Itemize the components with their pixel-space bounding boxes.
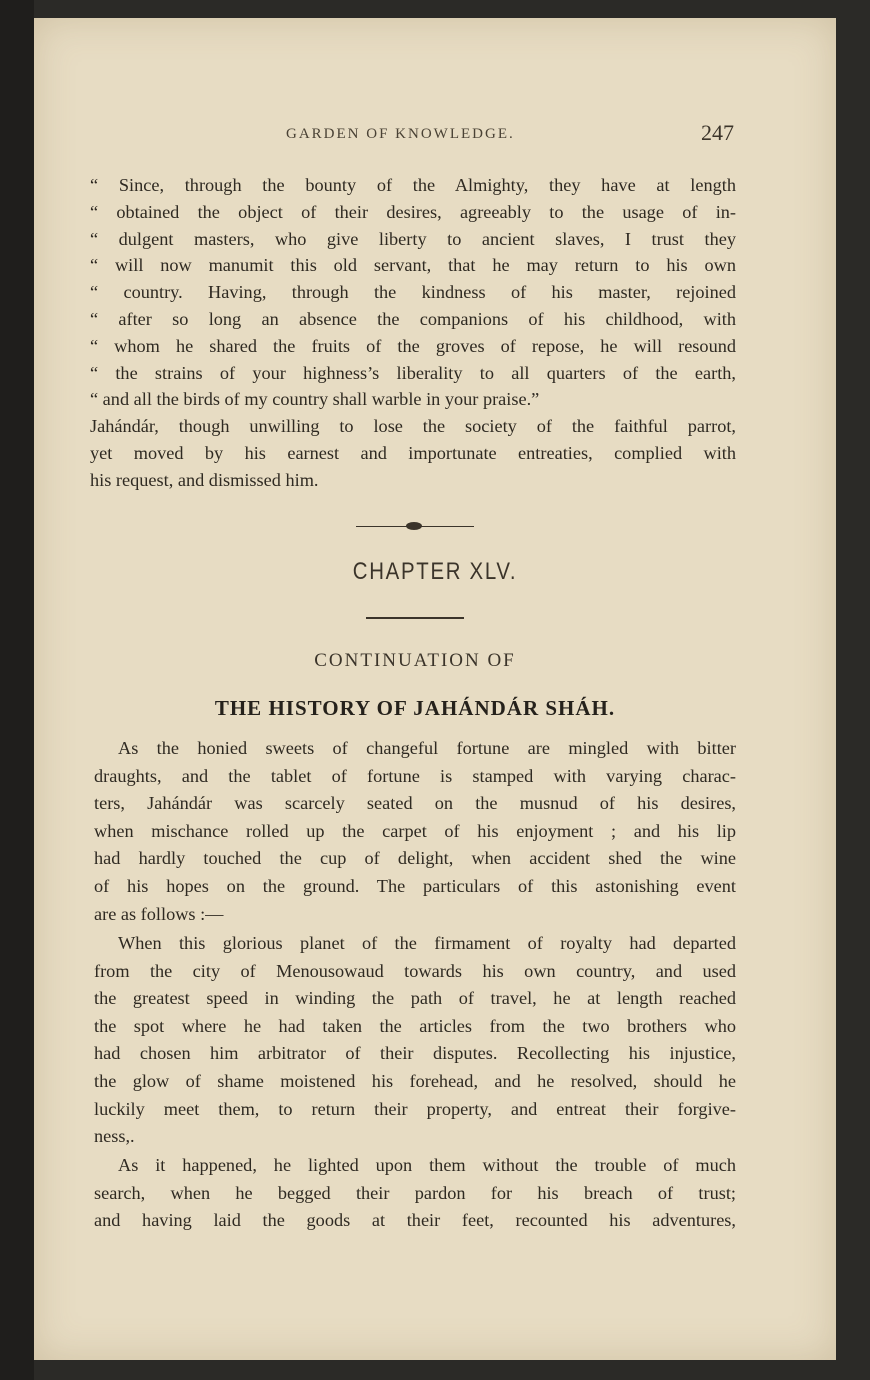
text-line: Jahándár, though unwilling to lose the society of the faithful parrot, (90, 416, 736, 437)
text-line: “ will now manumit this old servant, that he may return to his own (90, 255, 736, 276)
text-line: luckily meet them, to return their property, and entreat their forgive- (94, 1098, 736, 1119)
text-line: the greatest speed in winding the path of travel, he at length reached (94, 988, 736, 1009)
text-line: are as follows :— (94, 903, 224, 924)
text-line: from the city of Menousowaud towards his own country, and used (94, 960, 736, 981)
text-line: “ dulgent masters, who give liberty to ancient slaves, I trust they (90, 228, 736, 249)
paragraph-1 (94, 735, 736, 928)
divider-ornament (406, 522, 422, 530)
text-line: of his hopes on the ground. The particulars of this astonishing event (94, 875, 736, 896)
text-line: had chosen him arbitrator of their disputes. Recollecting his injustice, (94, 1043, 736, 1064)
text-line: his request, and dismissed him. (90, 469, 319, 490)
text-line: draughts, and the tablet of fortune is stamped with varying charac- (94, 765, 736, 786)
scan-background-edge (0, 0, 34, 1380)
text-line: “ after so long an absence the companions of his childhood, with (90, 308, 736, 329)
page-number: 247 (701, 120, 734, 145)
text-line: had hardly touched the cup of delight, when accident shed the wine (94, 848, 736, 869)
text-line: when mischance rolled up the carpet of his enjoyment ; and his lip (94, 820, 736, 841)
text-line: “ country. Having, through the kindness of his master, rejoined (90, 282, 736, 303)
text-line: “ whom he shared the fruits of the groves of repose, he will resound (90, 335, 736, 356)
text-line: search, when he begged their pardon for his breach of trust; (94, 1182, 736, 1203)
text-line: ters, Jahándár was scarcely seated on the musnud of his desires, (94, 793, 736, 814)
text-line: the spot where he had taken the articles from the two brothers who (94, 1015, 736, 1036)
history-heading: THE HISTORY OF JAHÁNDÁR SHÁH. (214, 696, 616, 720)
continuation-heading: CONTINUATION OF (314, 650, 516, 671)
paragraph-3 (94, 1152, 736, 1235)
text-line: “ Since, through the bounty of the Almighty, they have at length (90, 175, 736, 195)
text-line: As it happened, he lighted upon them without the trouble of much (118, 1155, 736, 1175)
text-line: ness,. (94, 1126, 135, 1147)
text-line: “ the strains of your highness’s liberality to all quarters of the earth, (90, 362, 736, 383)
page-header (250, 106, 736, 145)
quote-paragraph (90, 172, 736, 494)
text-line: the glow of shame moistened his forehead, and he resolved, should he (94, 1070, 736, 1091)
text-line: “ and all the birds of my country shall warble in your praise.” (90, 389, 540, 410)
text-line: “ obtained the object of their desires, agreeably to the usage of in- (90, 201, 736, 222)
text-line: and having laid the goods at their feet, recounted his adventures, (94, 1210, 736, 1231)
chapter-rule (366, 617, 464, 619)
text-line: As the honied sweets of changeful fortune are mingled with bitter (118, 738, 736, 758)
chapter-heading: CHAPTER XLV. (352, 558, 518, 585)
text-line: When this glorious planet of the firmament of royalty had departed (118, 933, 736, 953)
running-title: GARDEN OF KNOWLEDGE. (286, 126, 515, 142)
paragraph-2 (94, 930, 736, 1151)
text-line: yet moved by his earnest and importunate entreaties, complied with (90, 442, 736, 463)
